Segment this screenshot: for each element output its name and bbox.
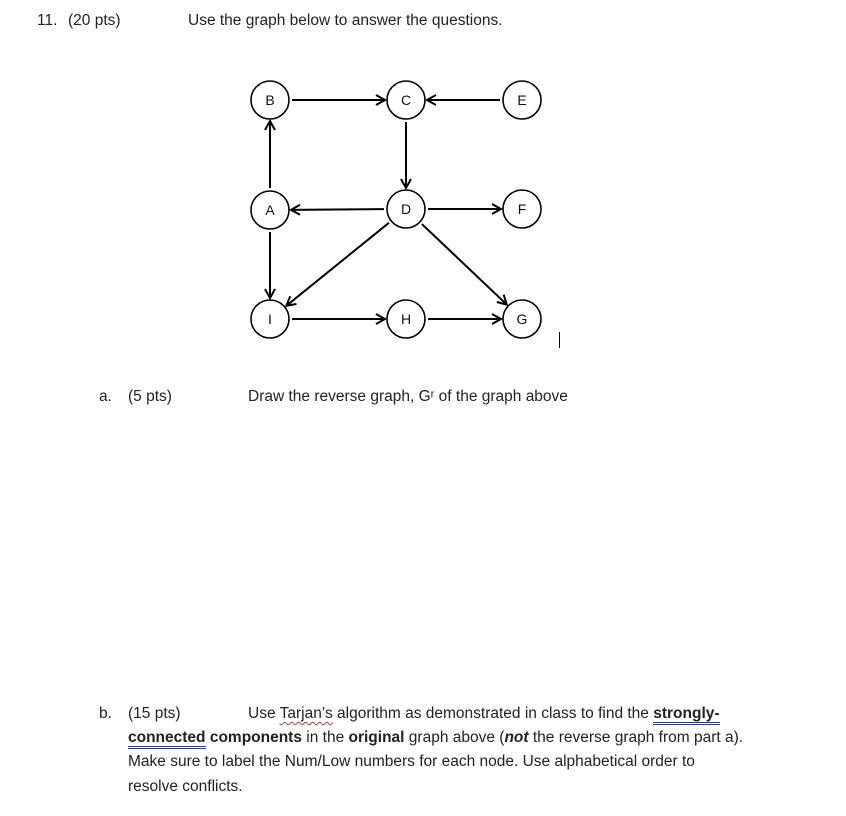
part-b-line-4: resolve conflicts. xyxy=(128,778,243,795)
node-I xyxy=(251,300,289,338)
edge-D-G xyxy=(422,224,507,304)
node-D xyxy=(387,190,425,228)
node-E xyxy=(503,81,541,119)
node-C xyxy=(387,81,425,119)
part-b-letter: b. xyxy=(99,705,112,722)
node-label: G xyxy=(516,311,528,327)
strongly-term: strongly- xyxy=(653,705,719,725)
question-number: 11. xyxy=(37,12,58,29)
original-term: original xyxy=(348,729,405,746)
node-label: C xyxy=(400,92,412,108)
part-b-text: Use xyxy=(248,705,280,722)
part-b-line-1 xyxy=(248,705,720,723)
node-label: B xyxy=(265,92,275,108)
tarjan-term: Tarjan’s xyxy=(279,705,333,722)
node-A xyxy=(251,191,289,229)
node-B xyxy=(251,81,289,119)
node-label: I xyxy=(268,311,272,327)
part-a-instruction: Draw the reverse graph, Gʳ of the graph above xyxy=(248,388,568,405)
not-term: not xyxy=(504,729,529,746)
node-label: E xyxy=(517,92,527,108)
part-a-points: (5 pts) xyxy=(128,388,172,405)
part-b-text: graph above ( xyxy=(404,729,505,746)
node-label: D xyxy=(400,201,412,217)
node-F xyxy=(503,190,541,228)
edge-D-I xyxy=(286,223,389,306)
components-term: components xyxy=(205,729,302,746)
part-b-points: (15 pts) xyxy=(128,705,181,722)
part-b-line-2 xyxy=(128,729,743,747)
part-a-letter: a. xyxy=(99,388,112,405)
node-label: A xyxy=(265,202,275,218)
connected-term: connected xyxy=(128,729,206,749)
edge-D-A xyxy=(291,209,384,210)
part-b-text: the reverse graph from part a). xyxy=(528,729,744,746)
question-points: (20 pts) xyxy=(68,12,121,29)
text-cursor xyxy=(559,332,560,348)
directed-graph xyxy=(0,0,846,360)
question-prompt: Use the graph below to answer the questions. xyxy=(188,12,503,29)
part-b-text: in the xyxy=(301,729,349,746)
node-label: F xyxy=(517,201,527,217)
node-label: H xyxy=(400,311,412,327)
part-b-line-3: Make sure to label the Num/Low numbers for each node. Use alphabetical order to xyxy=(128,753,695,770)
node-G xyxy=(503,300,541,338)
part-b-text: algorithm as demonstrated in class to find the xyxy=(332,705,654,722)
node-H xyxy=(387,300,425,338)
